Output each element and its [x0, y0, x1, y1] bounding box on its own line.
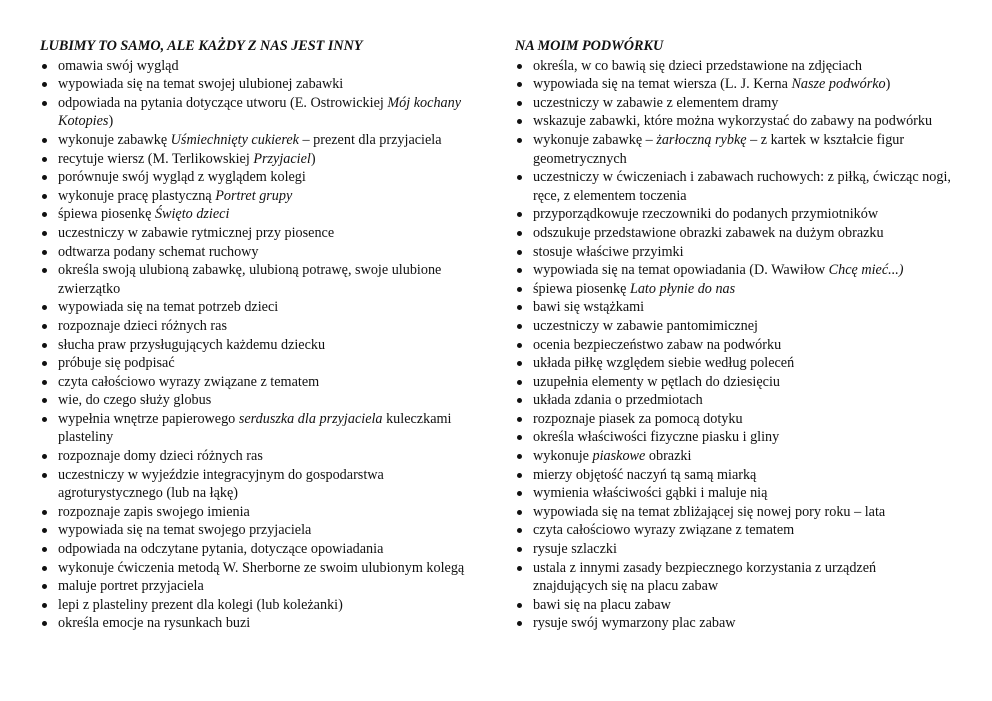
item-text: rozpoznaje piasek za pomocą dotyku	[533, 410, 743, 427]
list-item	[40, 614, 470, 633]
list-item	[515, 224, 953, 243]
list-item	[515, 540, 953, 559]
list-item	[40, 410, 470, 447]
item-text: ocenia bezpieczeństwo zabaw na podwórku	[533, 336, 782, 353]
item-text: )	[885, 76, 891, 93]
item-text: wykonuje ćwiczenia metodą W. Sherborne ze swoim ulubionym kolegą	[58, 559, 465, 576]
list-item	[515, 391, 953, 410]
item-text: wypowiada się na temat zbliżającej się nowej pory roku – lata	[533, 503, 886, 520]
list-item	[40, 391, 470, 410]
list-item	[515, 614, 953, 633]
item-text: bawi się na placu zabaw	[533, 596, 671, 613]
italic-title-text: Nasze podwórko	[791, 76, 886, 93]
italic-title-text: piaskowe	[592, 448, 646, 465]
list-item	[515, 521, 953, 540]
list-item	[515, 205, 953, 224]
list-item	[40, 373, 470, 392]
list-item	[40, 150, 470, 169]
left-bullet-list	[40, 57, 470, 633]
item-text: śpiewa piosenkę	[533, 280, 630, 297]
list-item	[40, 354, 470, 373]
item-text: określa emocje na rysunkach buzi	[58, 615, 251, 632]
item-text: wypowiada się na temat opowiadania (D. Wawiłow	[533, 262, 829, 279]
item-text: określa swoją ulubioną zabawkę, ulubioną potrawę, swoje ulubione zwierzątko	[58, 262, 442, 297]
right-bullet-list	[515, 57, 953, 633]
list-item	[515, 168, 953, 205]
list-item	[40, 57, 470, 76]
italic-title-text: Portret grupy	[215, 187, 293, 204]
item-text: – z kartek w kształcie figur geometrycznych	[533, 131, 905, 167]
list-item	[515, 410, 953, 429]
item-text: uzupełnia elementy w pętlach do dziesięciu	[533, 373, 780, 390]
item-text: czyta całościowo wyrazy związane z tematem	[533, 522, 795, 539]
item-text: wypowiada się na temat wiersza (L. J. Kerna	[533, 76, 792, 93]
italic-title-text: Mój kochany Kotopies	[58, 94, 462, 130]
item-text: ustala z innymi zasady bezpiecznego korzystania z urządzeń znajdujących się na placu zabaw	[533, 559, 877, 595]
item-text: przyporządkowuje rzeczowniki do podanych przymiotników	[533, 206, 879, 223]
list-item	[40, 577, 470, 596]
item-text: określa, w co bawią się dzieci przedstawione na zdjęciach	[533, 57, 862, 74]
item-text: określa właściwości fizyczne piasku i gliny	[533, 429, 780, 446]
item-text: porównuje swój wygląd z wyglądem kolegi	[58, 169, 306, 186]
item-text: wykonuje zabawkę –	[533, 131, 657, 148]
list-item	[515, 298, 953, 317]
item-text: odpowiada na odczytane pytania, dotyczące opowiadania	[58, 541, 384, 558]
item-text: stosuje właściwe przyimki	[533, 243, 684, 260]
list-item	[515, 243, 953, 262]
item-text: recytuje wiersz (M. Terlikowskiej	[58, 150, 254, 167]
list-item	[515, 336, 953, 355]
item-text: wykonuje	[533, 448, 593, 465]
list-item	[40, 131, 470, 150]
item-text: wie, do czego służy globus	[58, 392, 212, 409]
item-text: wypowiada się na temat potrzeb dzieci	[58, 299, 279, 316]
list-item	[40, 503, 470, 522]
item-text: – prezent dla przyjaciela	[298, 131, 442, 148]
item-text: odtwarza podany schemat ruchowy	[58, 243, 259, 260]
list-item	[515, 559, 953, 596]
item-text: czyta całościowo wyrazy związane z tematem	[58, 373, 320, 390]
item-text: wykonuje zabawkę	[58, 131, 171, 148]
list-item	[515, 112, 953, 131]
list-item	[515, 317, 953, 336]
italic-title-text: Przyjaciel	[253, 150, 311, 167]
item-text: wskazuje zabawki, które można wykorzystać do zabawy na podwórku	[533, 113, 933, 130]
item-text: rozpoznaje zapis swojego imienia	[58, 503, 250, 520]
list-item	[515, 466, 953, 485]
item-text: rozpoznaje domy dzieci różnych ras	[58, 448, 263, 465]
list-item	[515, 373, 953, 392]
list-item	[40, 75, 470, 94]
italic-title-text: Chcę mieć...)	[828, 262, 904, 279]
item-text: kuleczkami plasteliny	[58, 410, 452, 446]
list-item	[515, 94, 953, 113]
item-text: wypowiada się na temat swojego przyjaciela	[58, 522, 312, 539]
item-text: wykonuje pracę plastyczną	[58, 187, 216, 204]
item-text: słucha praw przysługujących każdemu dziecku	[58, 336, 326, 353]
list-item	[40, 243, 470, 262]
item-text: maluje portret przyjaciela	[58, 578, 204, 595]
right-column	[515, 37, 953, 633]
list-item	[40, 317, 470, 336]
list-item	[515, 75, 953, 94]
list-item	[515, 280, 953, 299]
list-item	[515, 484, 953, 503]
list-item	[40, 298, 470, 317]
list-item	[515, 447, 953, 466]
list-item	[40, 94, 470, 131]
item-text: odszukuje przedstawione obrazki zabawek na dużym obrazku	[533, 224, 884, 241]
item-text: wypowiada się na temat swojej ulubionej zabawki	[58, 76, 344, 93]
item-text: odpowiada na pytania dotyczące utworu (E. Ostrowickiej	[58, 94, 388, 111]
list-item	[515, 131, 953, 168]
list-item	[40, 336, 470, 355]
left-column	[40, 37, 470, 633]
item-text: próbuje się podpisać	[58, 355, 175, 372]
item-text: wymienia właściwości gąbki i maluje nią	[533, 485, 768, 502]
item-text: obrazki	[645, 448, 692, 465]
italic-title-text: Uśmiechnięty cukierek	[170, 131, 299, 148]
italic-title-text: żarłoczną rybkę	[656, 131, 747, 148]
italic-title-text: serduszka dla przyjaciela	[238, 410, 383, 427]
item-text: układa piłkę względem siebie według poleceń	[533, 355, 795, 372]
item-text: uczestniczy w zabawie z elementem dramy	[533, 94, 779, 111]
list-item	[40, 187, 470, 206]
list-item	[40, 540, 470, 559]
list-item	[515, 503, 953, 522]
item-text: bawi się wstążkami	[533, 299, 645, 316]
left-section-heading: LUBIMY TO SAMO, ALE KAŻDY Z NAS JEST INNY	[40, 38, 363, 54]
item-text: uczestniczy w ćwiczeniach i zabawach ruchowych: z piłką, ćwicząc nogi, ręce, z elementem toczenia	[533, 169, 951, 204]
list-item	[515, 428, 953, 447]
item-text: śpiewa piosenkę	[58, 206, 155, 223]
item-text: )	[310, 150, 316, 167]
list-item	[40, 521, 470, 540]
list-item	[40, 224, 470, 243]
right-section-heading: NA MOIM PODWÓRKU	[515, 38, 664, 54]
list-item	[40, 447, 470, 466]
list-item	[40, 168, 470, 187]
list-item	[515, 596, 953, 615]
item-text: mierzy objętość naczyń tą samą miarką	[533, 466, 757, 483]
item-text: rysuje swój wymarzony plac zabaw	[533, 615, 736, 632]
list-item	[40, 559, 470, 578]
list-item	[515, 354, 953, 373]
list-item	[40, 466, 470, 503]
item-text: układa zdania o przedmiotach	[533, 392, 703, 409]
list-item	[40, 261, 470, 298]
italic-title-text: Święto dzieci	[154, 206, 230, 223]
list-item	[40, 205, 470, 224]
item-text: rysuje szlaczki	[533, 541, 617, 558]
item-text: omawia swój wygląd	[58, 57, 179, 74]
item-text: uczestniczy w wyjeździe integracyjnym do gospodarstwa agroturystycznego (lub na łąkę)	[58, 466, 384, 502]
item-text: wypełnia wnętrze papierowego	[58, 410, 239, 427]
list-item	[40, 596, 470, 615]
item-text: rozpoznaje dzieci różnych ras	[58, 317, 227, 334]
item-text: )	[108, 113, 114, 130]
list-item	[515, 57, 953, 76]
italic-title-text: Lato płynie do nas	[629, 280, 736, 297]
list-item	[515, 261, 953, 280]
item-text: uczestniczy w zabawie pantomimicznej	[533, 317, 758, 334]
item-text: uczestniczy w zabawie rytmicznej przy piosence	[58, 224, 335, 241]
item-text: lepi z plasteliny prezent dla kolegi (lub koleżanki)	[58, 596, 343, 613]
